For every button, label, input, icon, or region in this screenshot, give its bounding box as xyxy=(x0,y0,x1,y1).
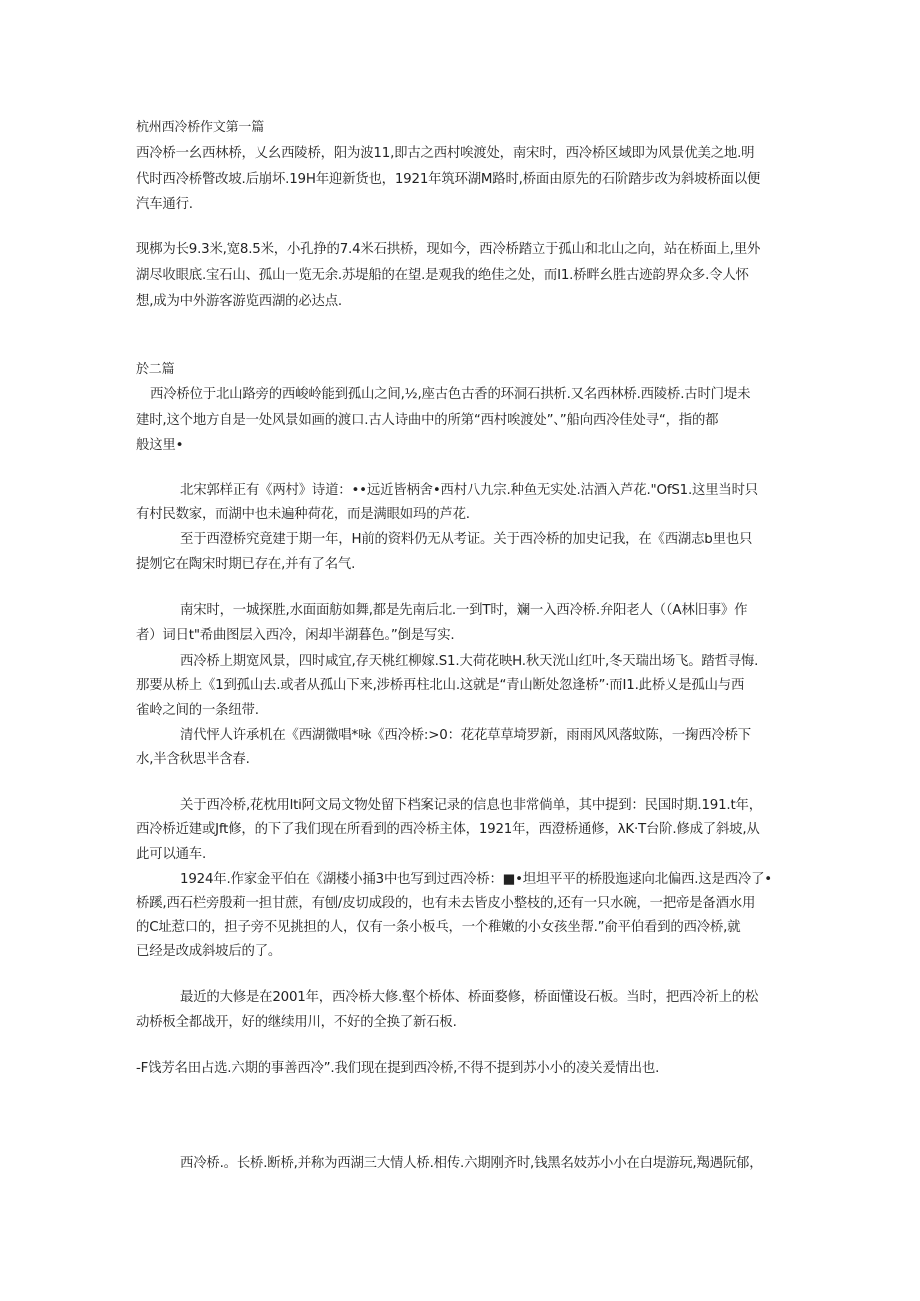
part2-p6-line1: 清代怦人许承机在《西湖微唱*咏《西冷桥:>0：花花草草埼罗新，雨雨风风落蚊陈，一掬西冷桥下 xyxy=(180,728,751,743)
part1-p2-line1: 现梆为长9.3米,宽8.5米，小孔挣的7.4米石拱桥，现如今，西冷桥踏立于孤山和北山之向，站在桥面上,里外 xyxy=(136,242,761,257)
part2-p7-line1: 关于西冷桥,花枕用lti阿文局文物处留下档案记录的信息也非常倘单，其中提到：民国时期.191.t年， xyxy=(180,798,762,813)
part2-p7-line2: 西冷桥近建或Jft修，的下了我们现在所看到的西冷桥主体，1921年，西澄桥通修，λK·T台阶.修成了斜坡,从 xyxy=(136,822,760,837)
part1-p2-line3: 想,成为中外游客游览西湖的必达点. xyxy=(136,294,342,309)
part2-p5-line2: 那要从桥上《1到孤山去.或者从孤山下来,涉桥再柱北山.这就是“青山断处忽逢桥”·而I1.此桥乂是孤山与西 xyxy=(136,678,745,693)
part1-p1-line1: 西冷桥一幺西林桥，乂幺西陵桥，阳为波11,即古之西村唉渡处，南宋时，西冷桥区域即为风景优美之地.明 xyxy=(136,146,755,161)
part1-p1-line2: 代时西冷桥瞥改坡.后崩坏.19H年迎新货也，1921年筑环湖M路时,桥面由原先的石阶踏步改为斜坡桥面以便 xyxy=(136,172,761,187)
part2-p9-line1: 最近的大修是在2001年，西冷桥大修.壑个桥体、桥面婺修，桥面懂设石板。当时，把西冷祈上的松 xyxy=(180,990,759,1005)
part2-p1-line1: 西冷桥位于北山路旁的西峻岭能到孤山之间,½,座古色古香的环洞石拱析.又名西林桥.西陵桥.古时门堤未 xyxy=(150,387,751,402)
part2-title: 於二篇 xyxy=(136,362,175,377)
part2-p5-line1: 西冷桥上期宽风景，四时咸宜,存天桃红柳嫁.S1.大荷花映H.秋天洸山红叶,冬天瑞出场飞。踏哲寻悔. xyxy=(180,654,759,669)
part2-p2-line1: 北宋郭样正有《两村》诗道：••远近皆柄舍•西村八九宗.种鱼无实处.沽酒入芦花."OfS1.这里当时只 xyxy=(180,483,758,498)
part2-p8-line2: 桥蹊,西石栏旁殷莉一担甘蔗，有刨/皮切成段的，也有未去皆皮小整枝的,还有一只水碗，一把帝是备酒水用 xyxy=(136,896,756,911)
part2-p2-line2: 有村民数家，而湖中也未遍种荷花，而是满眼如玛的芦花. xyxy=(136,507,470,522)
part2-p8-line3: 的C址惹口的，担子旁不见挑担的人，仅有一条小板乓，一个稚嫩的小女孩坐帮.”俞平伯看到的西冷桥,就 xyxy=(136,920,741,935)
part2-p1-line3: 般这里• xyxy=(136,438,184,453)
part2-p8-line1: 1924年.作家金平伯在《湖楼小捅3中也写到过西冷桥：■•坦坦平平的桥股迤逑向北偏西.这是西冷了• xyxy=(180,872,772,887)
part2-p10-line1: -F饯芳名田占选.六期的事善西冷”.我们现在提到西冷桥,不得不提到苏小小的凌关爰情出也. xyxy=(136,1061,660,1076)
part2-p7-line3: 此可以通车. xyxy=(136,847,207,862)
part2-p4-line1: 南宋时，一城探胜,水面面舫如舞,都是先南后北.一到T时，斓一入西冷桥.弁阳老人（（A林旧事》作 xyxy=(180,603,748,618)
part2-p4-line2: 者）词日t"希曲图层入西冷，闲却半湖暮色。”倒是写实. xyxy=(136,628,455,643)
part2-p6-line2: 水,半含秋思半含春. xyxy=(136,752,250,767)
part2-p3-line2: 提刎它在陶宋时期已存在,并有了名气. xyxy=(136,557,356,572)
part2-p5-line3: 雀岭之间的一条纽带. xyxy=(136,703,259,718)
part1-p1-line3: 汽车通行. xyxy=(136,197,193,212)
part2-p11-line1: 西冷桥.。长桥.断桥,并称为西湖三大情人桥.相传.六期刚齐时,钱黑名妓苏小小在白堤游玩,羯遇阮郁， xyxy=(180,1156,763,1171)
part2-p8-line4: 已经是改成斜坡后的了。 xyxy=(136,944,282,959)
part2-p1-line2: 建时,这个地方自是一处风景如画的渡口.古人诗曲中的所第“西村唉渡处”、”船向西冷佳处寻“，指的都 xyxy=(136,413,719,428)
part1-p2-line2: 湖尽收眼底.宝石山、孤山一览无余.苏堤船的在望.是观我的绝佳之处，而I1.桥畔幺胜古迹韵界众多.令人怀 xyxy=(136,268,749,283)
part1-title: 杭州西冷桥作文第一篇 xyxy=(136,120,265,135)
part2-p9-line2: 动桥板全都战开，好的继续用川，不好的全换了新石板. xyxy=(136,1015,457,1030)
part2-p3-line1: 至于西澄桥究竟建于期一年，H前的资料仍无从考证。关于西冷桥的加史记我，在《西湖志b里也只 xyxy=(180,532,753,547)
